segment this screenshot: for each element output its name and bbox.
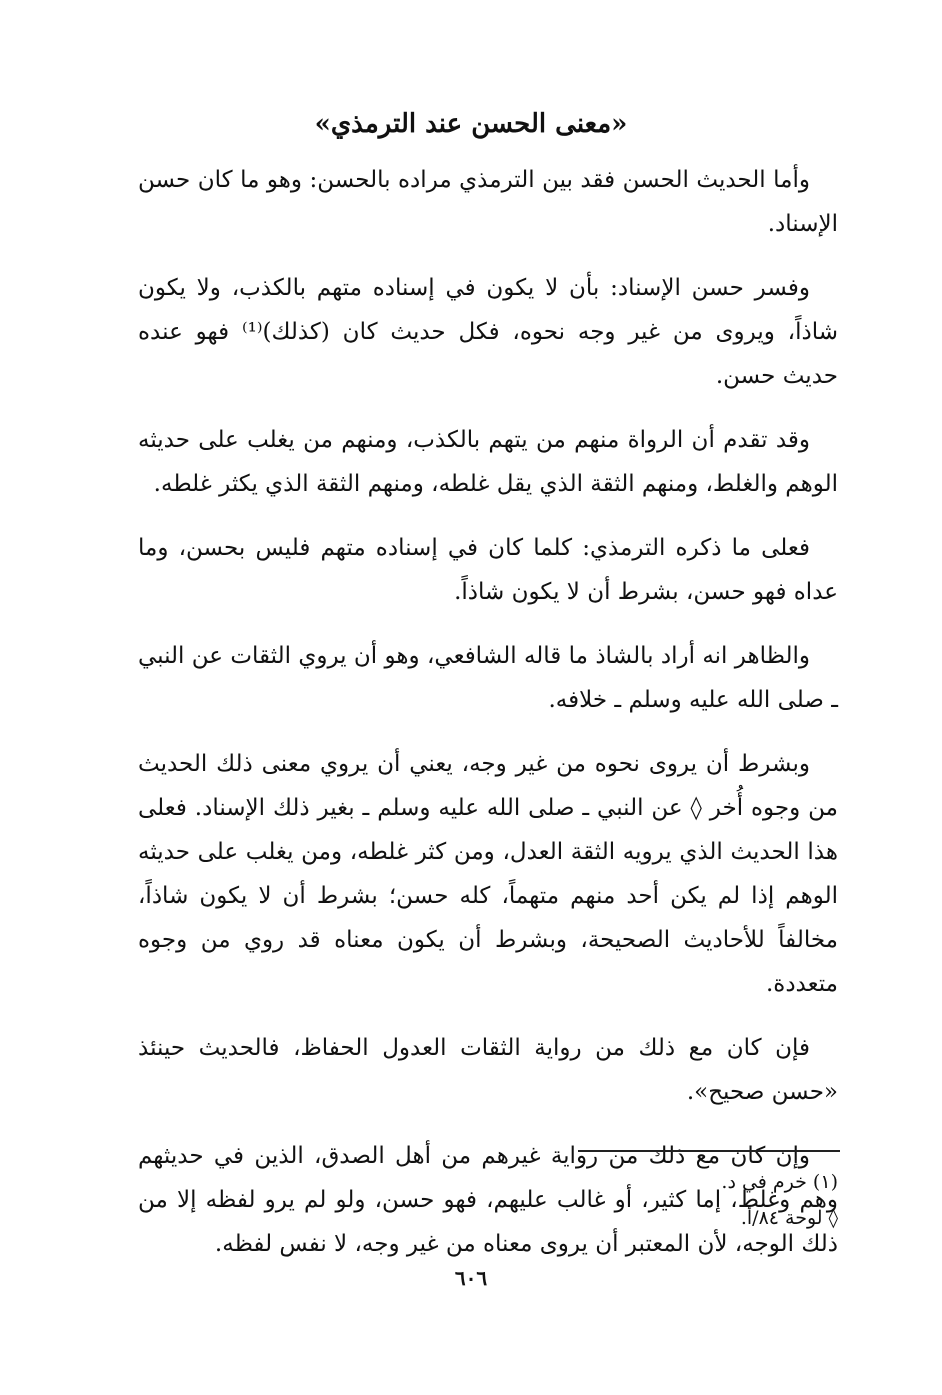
paragraph: وأما الحديث الحسن فقد بين الترمذي مراده بالحسن: وهو ما كان حسن الإسناد.: [138, 167, 838, 237]
page-title: «معنى الحسن عند الترمذي»: [314, 109, 628, 139]
paragraph: فإن كان مع ذلك من رواية الثقات العدول الحفاظ، فالحديث حينئذ «حسن صحيح».: [138, 1035, 838, 1105]
footnote: (١) خرم في د.: [721, 1171, 838, 1193]
footnote-divider: [578, 1150, 840, 1152]
paragraph: فعلى ما ذكره الترمذي: كلما كان في إسناده متهم فليس بحسن، وما عداه فهو حسن، بشرط أن لا يكون شاذاً.: [138, 535, 838, 605]
paragraph: وفسر حسن الإسناد: بأن لا يكون في إسناده متهم بالكذب، ولا يكون شاذاً، ويروى من غير وجه نحوه، فكل حديث كان (كذلك)⁽¹⁾ فهو عنده حديث حسن.: [138, 275, 838, 389]
page-number: ٦٠٦: [454, 1266, 488, 1290]
footnotes: [438, 1164, 838, 1236]
paragraph: والظاهر انه أراد بالشاذ ما قاله الشافعي، وهو أن يروي الثقات عن النبي ـ صلى الله عليه وسلم ـ خلافه.: [138, 643, 838, 713]
main-text: [138, 158, 838, 1286]
paragraph: وقد تقدم أن الرواة منهم من يتهم بالكذب، ومنهم من يغلب على حديثه الوهم والغلط، ومنهم الثقة الذي يقل غلطه، ومنهم الثقة الذي يكثر غلطه.: [138, 427, 838, 497]
paragraph: وإن كان مع ذلك من رواية غيرهم من أهل الصدق، الذين في حديثهم وهم وغلط، إما كثير، أو غالب عليهم، فهو حسن، ولو لم يرو لفظه إلا من ذلك الوجه، لأن المعتبر أن يروى معناه من غير وجه، لا نفس لفظه.: [138, 1143, 838, 1257]
footnote: ◊ لوحة ٨٤/أ.: [740, 1207, 838, 1229]
paragraph: وبشرط أن يروى نحوه من غير وجه، يعني أن يروي معنى ذلك الحديث من وجوه أُخر ◊ عن النبي ـ صلى الله عليه وسلم ـ بغير ذلك الإسناد. فعلى هذا الحديث الذي يرويه الثقة العدل، ومن كثر غلطه، ومن يغلب على حديثه الوهم إذا لم يكن أحد منهم متهماً، كله حسن؛ بشرط أن لا يكون شاذاً، مخالفاً للأحاديث الصحيحة، وبشرط أن يكون معناه قد روي من وجوه متعددة.: [138, 751, 838, 997]
